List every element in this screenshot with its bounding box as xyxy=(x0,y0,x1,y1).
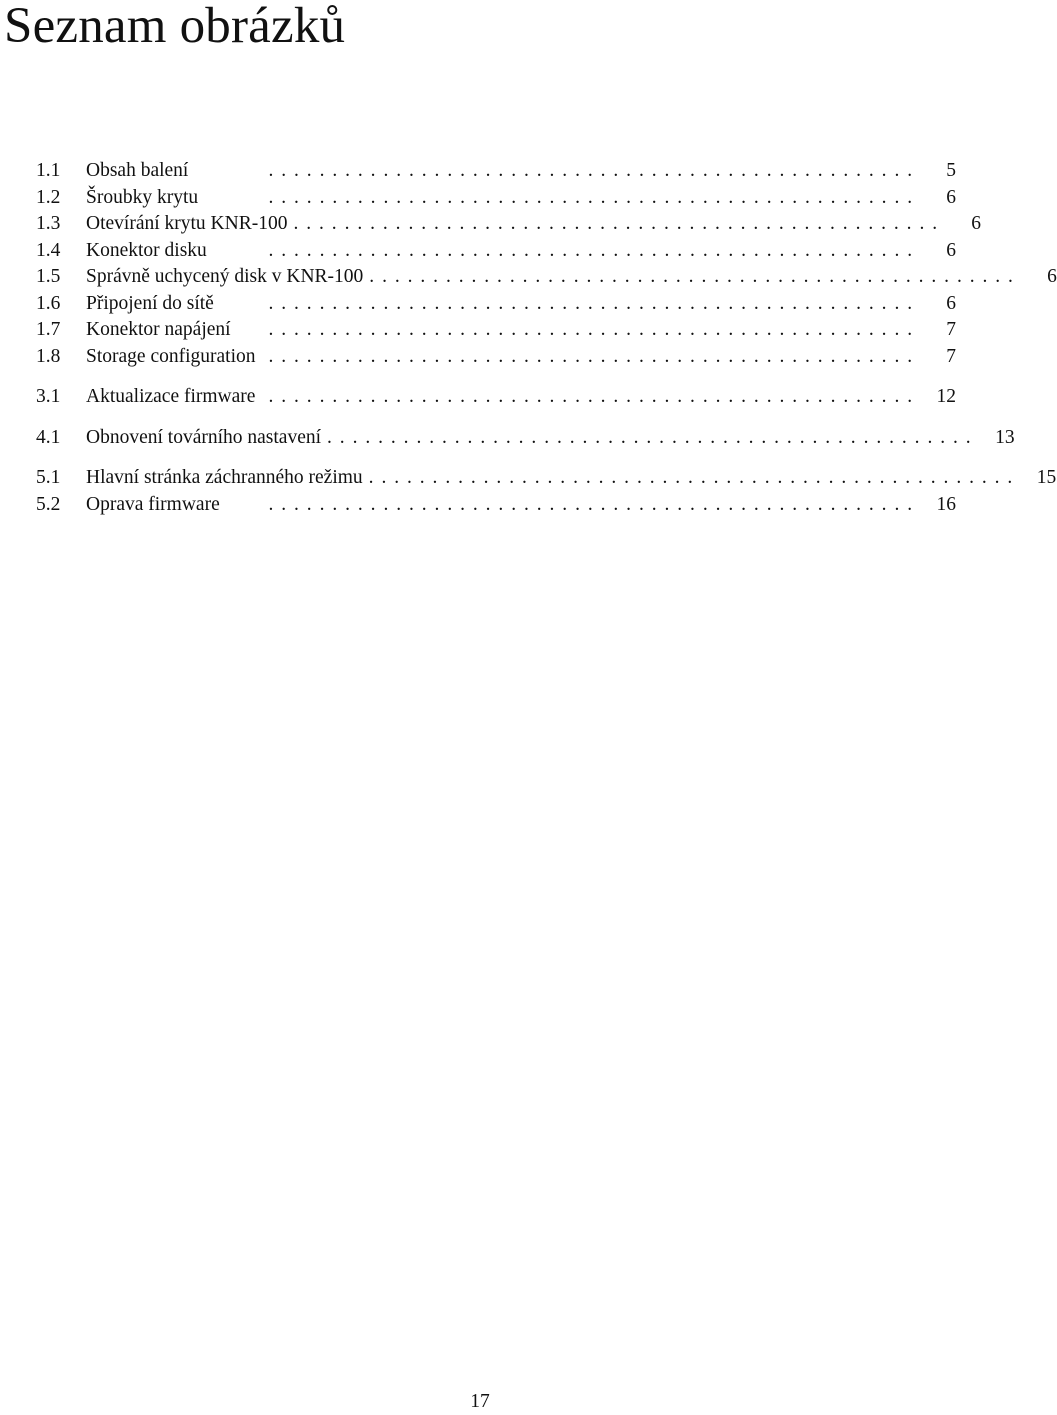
figure-title[interactable]: Storage configuration xyxy=(86,345,256,367)
figure-title[interactable]: Konektor napájení xyxy=(86,319,231,340)
figure-number: 1.1 xyxy=(36,160,61,181)
figure-page-number[interactable]: 13 xyxy=(995,426,1015,448)
dot-leader: ................................................... xyxy=(268,160,920,181)
figure-title[interactable]: Šroubky krytu xyxy=(86,186,199,208)
figure-page-number[interactable]: 7 xyxy=(946,345,956,367)
figure-title[interactable]: Obsah balení xyxy=(86,160,189,181)
figure-page-number[interactable]: 6 xyxy=(946,186,956,208)
figure-number: 5.2 xyxy=(36,493,61,515)
figure-title[interactable]: Oprava firmware xyxy=(86,493,220,515)
figure-entry[interactable] xyxy=(36,317,956,344)
dot-leader: ................................................... xyxy=(268,493,920,515)
figure-title[interactable]: Hlavní stránka záchranného režimu xyxy=(86,467,363,488)
figure-entry[interactable] xyxy=(36,465,1057,492)
figure-entry[interactable] xyxy=(36,492,956,519)
page-number: 17 xyxy=(470,1391,490,1412)
dot-leader: ................................................... xyxy=(268,239,920,261)
figure-title[interactable]: Otevírání krytu KNR-100 xyxy=(86,213,288,234)
figure-page-number[interactable]: 6 xyxy=(946,239,956,261)
dot-leader: ................................................... xyxy=(368,467,1021,488)
figure-number: 1.6 xyxy=(36,292,61,314)
figure-page-number[interactable]: 5 xyxy=(946,160,956,181)
figure-page-number[interactable]: 16 xyxy=(936,493,956,515)
figure-number: 1.8 xyxy=(36,345,61,367)
figure-entry[interactable] xyxy=(36,211,981,238)
figure-page-number[interactable]: 7 xyxy=(946,319,956,340)
figure-page-number[interactable]: 6 xyxy=(971,213,981,234)
figure-title[interactable]: Správně uchycený disk v KNR-100 xyxy=(86,266,364,287)
figure-entry[interactable] xyxy=(36,425,1015,452)
figure-number: 1.5 xyxy=(36,266,61,287)
dot-leader: ................................................... xyxy=(268,292,920,314)
figure-number: 5.1 xyxy=(36,467,61,488)
figure-entry[interactable] xyxy=(36,238,956,265)
dot-leader: ................................................... xyxy=(369,266,1021,287)
figure-entry[interactable] xyxy=(36,185,956,212)
dot-leader: ................................................... xyxy=(268,319,920,340)
figure-entry[interactable] xyxy=(36,344,956,371)
dot-leader: ................................................... xyxy=(268,186,920,208)
figure-title[interactable]: Připojení do sítě xyxy=(86,292,214,314)
figure-group xyxy=(36,425,1015,452)
figure-entry[interactable] xyxy=(36,384,956,411)
figure-title[interactable]: Aktualizace firmware xyxy=(86,386,256,407)
figure-page-number[interactable]: 15 xyxy=(1036,467,1057,488)
figure-page-number[interactable]: 6 xyxy=(1047,266,1057,287)
figure-group xyxy=(36,384,956,411)
figure-entry[interactable] xyxy=(36,291,956,318)
figure-number: 1.2 xyxy=(36,186,61,208)
figure-entry[interactable] xyxy=(36,158,956,185)
figure-number: 4.1 xyxy=(36,426,61,448)
figure-entry[interactable] xyxy=(36,264,1057,291)
figure-title[interactable]: Obnovení továrního nastavení xyxy=(86,426,322,448)
figure-page-number[interactable]: 6 xyxy=(946,292,956,314)
dot-leader: ................................................... xyxy=(293,213,945,234)
figure-number: 1.7 xyxy=(36,319,61,340)
page-title: Seznam obrázků xyxy=(4,0,346,54)
dot-leader: ................................................... xyxy=(268,345,920,367)
figure-group xyxy=(36,158,1057,370)
list-of-figures xyxy=(36,158,1057,532)
figure-group xyxy=(36,465,1057,518)
figure-number: 1.4 xyxy=(36,239,61,261)
figure-page-number[interactable]: 12 xyxy=(936,386,956,407)
dot-leader: ................................................... xyxy=(327,426,979,448)
dot-leader: ................................................... xyxy=(268,386,920,407)
figure-number: 1.3 xyxy=(36,213,61,234)
figure-title[interactable]: Konektor disku xyxy=(86,239,207,261)
figure-number: 3.1 xyxy=(36,386,61,407)
